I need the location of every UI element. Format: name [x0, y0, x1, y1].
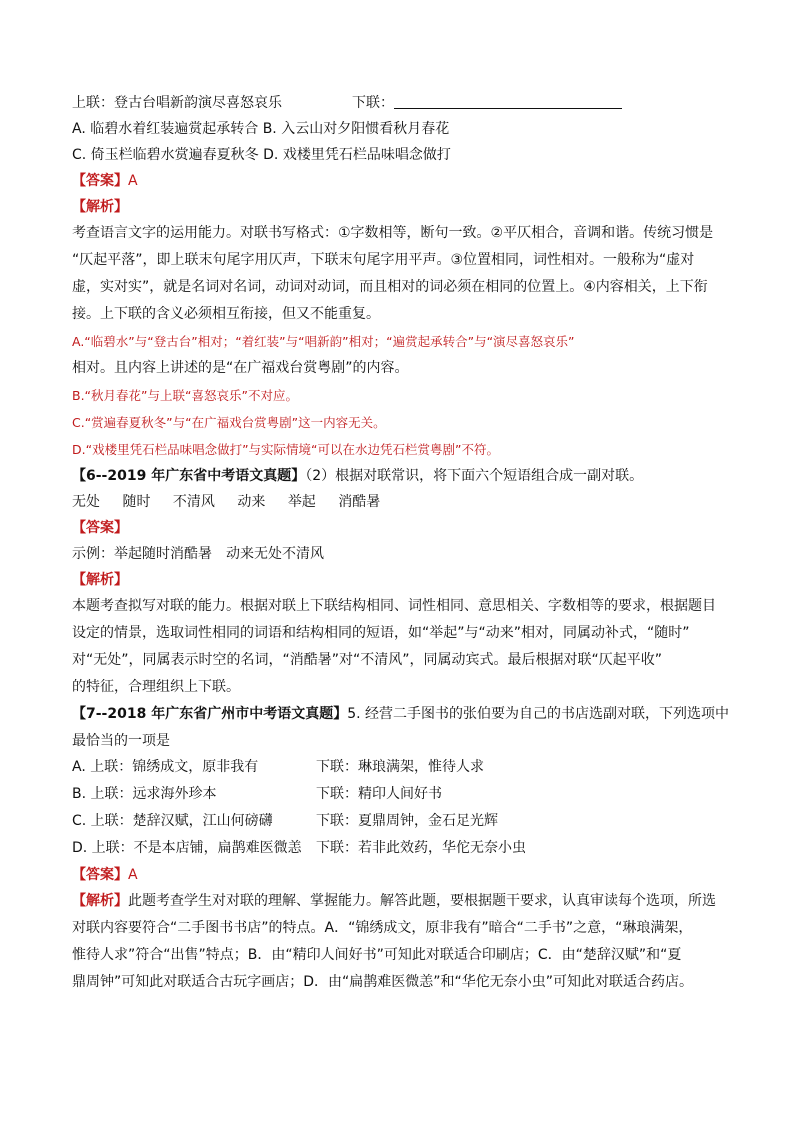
q7-analysis-tag: 【解析】	[72, 893, 128, 909]
q1-analysis-tag: 【解析】	[72, 199, 128, 215]
q7-option-c	[72, 808, 727, 835]
q1-lower-label: 下联：	[352, 95, 394, 111]
q1-answer-tag: 【答案】	[72, 173, 128, 189]
q7-option-upper: D. 上联：不是本店铺，扁鹊难医微恙	[72, 840, 302, 856]
q7-option-lower: 下联：精印人间好书	[316, 786, 442, 802]
q6-phrases	[72, 489, 727, 515]
q1-option-a: A. 临碧水着红装遍赏起承转合	[72, 121, 259, 137]
q7-source: 【7--2018 年广东省广州市中考语文真题】	[72, 706, 348, 722]
q6-analysis-line: 对“无处”，同属表示时空的名词，“消酷暑”对“不清风”，同属动宾式。最后根据对联“仄起平收”	[72, 652, 663, 668]
q1-analysis-option-a-cont: 相对。且内容上讲述的是“在广福戏台赏粤剧”的内容。	[72, 360, 409, 376]
q6-analysis-line: 设定的情景，选取词性相同的词语和结构相同的短语，如“举起”与“动来”相对，同属动补式，“随时”	[72, 625, 690, 641]
q1-option-c: C. 倚玉栏临碧水赏遍春夏秋冬	[72, 147, 259, 163]
q6-phrase: 消酷暑	[338, 494, 381, 510]
q7-option-lower: 下联：夏鼎周钟，金石足光辉	[316, 813, 498, 829]
q6-analysis-line: 本题考查拟写对联的能力。根据对联上下联结构相同、词性相同、意思相关、字数相等的要求，根据题目	[72, 598, 716, 614]
q6-phrase: 举起	[287, 494, 316, 510]
q7-analysis-line: 鼎周钟”可知此对联适合古玩字画店；D．由“扁鹊难医微恙”和“华佗无奈小虫”可知此对联适合药店。	[72, 974, 694, 990]
q6-source: 【6--2019 年广东省中考语文真题】	[72, 468, 306, 484]
q7-option-upper: C. 上联：楚辞汉赋，江山何磅礴	[72, 813, 273, 829]
q1-option-d: D. 戏楼里凭石栏品味唱念做打	[263, 147, 451, 163]
q7-prompt-cont: 最恰当的一项是	[72, 733, 170, 749]
q1-analysis-option-d: D.“戏楼里凭石栏品味唱念做打”与实际情境“可以在水边凭石栏赏粤剧”不符。	[72, 442, 500, 457]
q1-couplet-line	[72, 90, 727, 116]
q7-prompt: 5. 经营二手图书的张伯要为自己的书店选副对联，下列选项中	[347, 706, 730, 722]
q7-analysis-line: 惟待人求”符合“出售”特点；B．由“精印人间好书”可知此对联适合印刷店；C．由“楚辞汉赋”和“夏	[72, 947, 682, 963]
q7-analysis-line: 对联内容要符合“二手图书书店”的特点。A．“锦绣成文，原非我有”暗合“二手书”之意，“琳琅满架，	[72, 920, 693, 936]
q1-option-b: B. 入云山对夕阳惯看秋月春花	[262, 121, 450, 137]
q6-phrase: 动来	[237, 494, 266, 510]
q7-option-lower: 下联：琳琅满架，惟待人求	[316, 759, 484, 775]
q1-upper-couplet: 上联：登古台唱新韵演尽喜怒哀乐	[72, 95, 282, 111]
q1-analysis-line: 考查语言文字的运用能力。对联书写格式：①字数相等，断句一致。②平仄相合，音调和谐。传统习惯是	[72, 225, 714, 241]
q1-analysis-option-b: B.“秋月春花”与上联“喜怒哀乐”不对应。	[72, 388, 298, 403]
q1-analysis-line: 虚，实对实”，就是名词对名词，动词对动词，而且相对的词必须在相同的位置上。④内容相关，上下衔	[72, 279, 708, 295]
q1-analysis-tag-line	[72, 194, 727, 220]
q1-options-cd	[72, 142, 727, 168]
q7-analysis-line-1	[72, 888, 727, 915]
q7-option-d	[72, 835, 727, 862]
q7-option-a	[72, 754, 727, 781]
q6-phrase: 不清风	[172, 494, 215, 510]
q6-answer-tag-line	[72, 515, 727, 541]
q7-answer: A	[128, 867, 138, 883]
q7-answer-line	[72, 862, 727, 888]
q7-option-upper: B. 上联：远求海外珍本	[72, 786, 217, 802]
q1-answer-line	[72, 168, 727, 194]
q7-option-lower: 下联：若非此效药，华佗无奈小虫	[316, 840, 526, 856]
q1-options-ab	[72, 116, 727, 142]
q7-question-line	[72, 701, 730, 728]
q6-answer: 示例：举起随时消酷暑 动来无处不清风	[72, 546, 324, 562]
q1-answer: A	[128, 173, 138, 189]
q1-analysis-option-a: A.“临碧水”与“登古台”相对；“着红装”与“唱新韵”相对；“遍赏起承转合”与“演尽喜怒哀乐”	[72, 334, 575, 349]
q7-analysis-text: 此题考查学生对对联的理解、掌握能力。解答此题，要根据题干要求，认真审读每个选项，所选	[128, 893, 716, 909]
q6-analysis-tag: 【解析】	[72, 572, 128, 588]
q6-phrase: 随时	[122, 494, 151, 510]
q1-analysis-option-c: C.“赏遍春夏秋冬”与“在广福戏台赏粤剧”这一内容无关。	[72, 415, 386, 430]
q6-answer-tag: 【答案】	[72, 520, 128, 536]
q6-analysis-tag-line	[72, 567, 727, 593]
q7-option-b	[72, 781, 727, 808]
q6-question-line	[72, 463, 727, 489]
document-page	[72, 90, 730, 996]
q1-answer-blank	[394, 94, 622, 109]
q1-analysis-line: “仄起平落”，即上联末句尾字用仄声，下联末句尾字用平声。③位置相同，词性相对。一般称为“虚对	[72, 252, 695, 268]
q6-analysis-line: 的特征，合理组织上下联。	[72, 679, 240, 695]
q7-answer-tag: 【答案】	[72, 867, 128, 883]
q1-analysis-line: 接。上下联的含义必须相互衔接，但又不能重复。	[72, 306, 380, 322]
q6-prompt: （2）根据对联常识，将下面六个短语组合成一副对联。	[305, 468, 644, 484]
q6-phrase: 无处	[72, 494, 100, 510]
q7-option-upper: A. 上联：锦绣成文，原非我有	[72, 759, 259, 775]
